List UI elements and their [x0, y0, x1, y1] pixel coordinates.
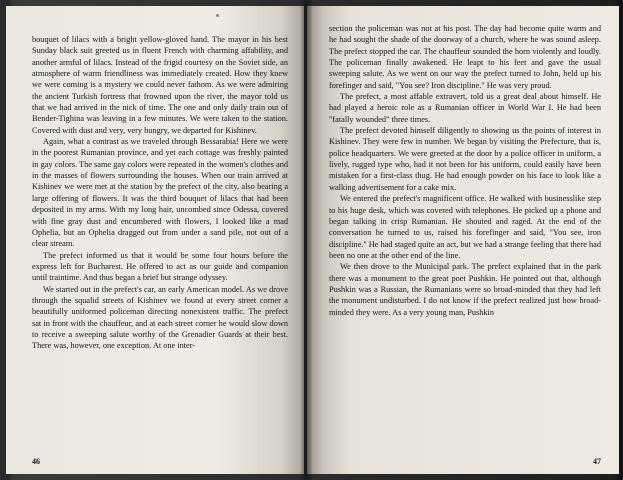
paragraph: bouquet of lilacs with a bright yellow-gloved hand. The mayor in his best Sunday black suit greeted us in fluent French with charming affability, and another armful of lilacs. Instead of the frigid courtesy on the Soviet side, an atmosphere of warm friendliness was immediately created. How they knew we were coming is a mystery we could never fathom. As we were admiring the ancient Turkish fortress that frowned upon the river, the mayor told us that we had arrived in the nick of time. The one and only daily train out of Bender-Tighina was leaving in a few minutes. We were taken to the station. Covered with dust and very, very hungry, we departed for Kishinev.: [32, 35, 288, 135]
paragraph: The prefect, a most affable extravert, told us a great deal about himself. He had played a heroic role as a Rumanian officer in World War I. He had been "fatally wounded" three times.: [329, 92, 601, 124]
paragraph: We entered the prefect's magnificent office. He walked with businesslike step to his huge desk, which was covered with telephones. He picked up a phone and began talking in crisp Rumanian. He shouted and raged. At the end of the conversation he turned to us, raised his forefinger and said, "You see, iron discipline." He had staged quite an act, but we had a strange feeling that there had been no one at the other end of the line.: [329, 194, 601, 260]
page-number: 46: [32, 457, 40, 466]
right-page: [307, 6, 619, 474]
left-page: [6, 6, 304, 474]
left-page-text: [32, 34, 288, 352]
paragraph: We started out in the prefect's car, an early American model. As we drove through the squalid streets of Kishinev we found at every street corner a beautifully uniformed policeman directing nonexistent traffic. The prefect sat in front with the chauffeur, and at each street corner he would slow down to receive a sweeping salute worthy of the Grenadier Guards at their best. There was, however, one exception. At one inter-: [32, 284, 288, 351]
paper-spot: [216, 14, 219, 17]
paragraph: Again, what a contrast as we traveled through Bessarabia! Here we were in the poorest Rumanian province, and yet each cottage was freshly painted in gay colors. The same gay colors were repeated in the women's clothes and in the masses of flowers surrounding the houses. When our train arrived at Kishinev we were met at the station by the prefect of the city, also bearing a large offering of flowers. It was the third bouquet of lilacs that had been deposited in my arms. With my long hair, uncombed since Odessa, covered with fine gray dust and encumbered with flowers, I looked like a mad Ophelia, but an Ophelia dragged out from under a sand pile, not out of a clear stream.: [32, 137, 288, 249]
book-gutter: [300, 0, 312, 480]
page-number: 47: [593, 457, 601, 466]
paragraph: We then drove to the Municipal park. The prefect explained that in the park there was a monument to the great poet Pushkin. He pointed out that, although Pushkin was a Russian, the Rumanians were so broad-minded that they had left the monument undisturbed. I do not know if the prefect realized just how broad-minded they were. As a very young man, Pushkin: [329, 262, 601, 317]
paragraph: section the policeman was not at his post. The day had become quite warm and he had sought the shade of the doorway of a church, where he was sound asleep. The prefect stopped the car. The chauffeur sounded the horn violently and loudly. The policeman finally awakened. He leapt to his feet and gave the usual sweeping salute. As we went on our way the prefect turned to John, held up his forefinger and said, "You see? Iron discipline." He was very proud.: [329, 24, 601, 90]
right-page-text: [329, 23, 601, 318]
paragraph: The prefect informed us that it would be some four hours before the express left for Bucharest. He offered to act as our guide and companion until traintime. And thus began a brief but strange odyssey.: [32, 250, 288, 283]
paragraph: The prefect devoted himself diligently to showing us the points of interest in Kishinev. They were few in number. We began by visiting the Prefecture, that is, police headquarters. We were greeted at the door by a police officer in uniform, a lively, rugged type who, had it not been for his uniform, could easily have been mistaken for a first-class thug. He had enough powder on his face to look like a walking advertisement for a cake mix.: [329, 126, 601, 192]
